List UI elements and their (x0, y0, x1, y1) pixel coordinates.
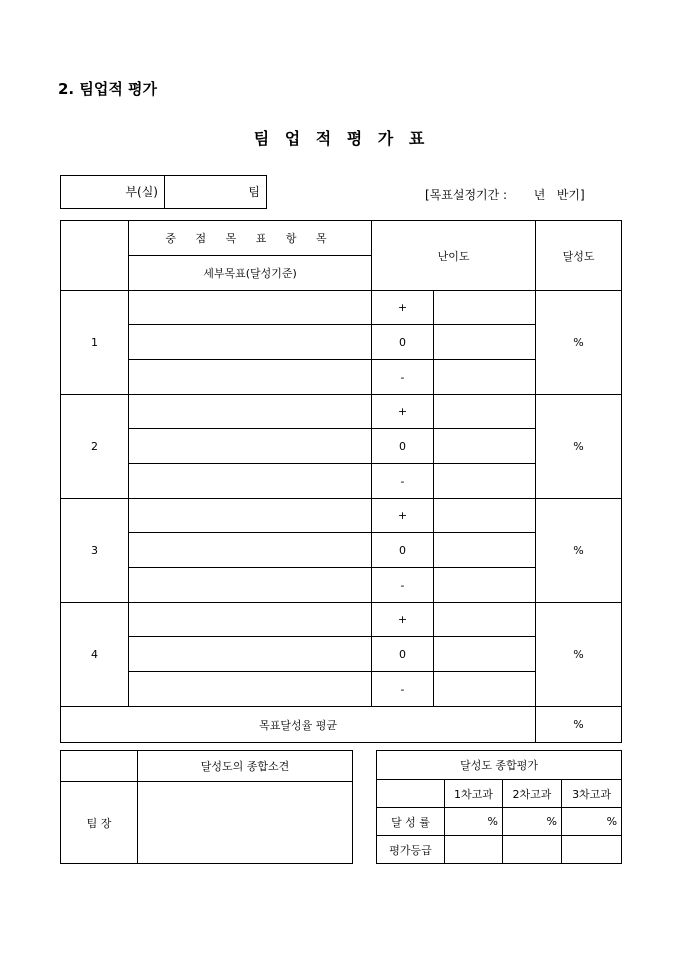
average-label: 목표달성율 평균 (61, 707, 536, 743)
achievement-percent: % (536, 499, 622, 603)
goal-cell[interactable] (129, 325, 372, 360)
rate-label: 달 성 률 (377, 808, 445, 836)
team-leader-label: 팀 장 (61, 782, 138, 864)
grade-label: 평가등급 (377, 836, 445, 864)
section-heading: 2. 팀업적 평가 (58, 80, 158, 98)
difficulty-input[interactable] (434, 291, 536, 325)
difficulty-input[interactable] (434, 429, 536, 464)
difficulty-level: + (372, 603, 434, 637)
department-label: 부(실) (61, 176, 165, 208)
goal-cell[interactable] (129, 360, 372, 395)
achievement-percent: % (536, 291, 622, 395)
difficulty-input[interactable] (434, 325, 536, 360)
difficulty-level: - (372, 568, 434, 603)
goal-cell[interactable] (129, 603, 372, 637)
department-box (60, 175, 267, 209)
grade-round-2[interactable] (503, 836, 562, 864)
difficulty-input[interactable] (434, 499, 536, 533)
difficulty-input[interactable] (434, 603, 536, 637)
opinion-input[interactable] (138, 782, 353, 864)
difficulty-level: - (372, 464, 434, 499)
difficulty-level: 0 (372, 429, 434, 464)
achievement-percent: % (536, 603, 622, 707)
difficulty-input[interactable] (434, 568, 536, 603)
difficulty-input[interactable] (434, 360, 536, 395)
team-label: 팀 (248, 185, 260, 199)
round-3-header: 3차고과 (562, 780, 622, 808)
opinion-header: 달성도의 종합소견 (138, 751, 353, 782)
goal-cell[interactable] (129, 637, 372, 672)
goal-cell[interactable] (129, 499, 372, 533)
average-percent: % (536, 707, 622, 743)
goal-cell[interactable] (129, 395, 372, 429)
row-number: 4 (61, 603, 129, 707)
overall-evaluation-table (376, 750, 622, 864)
goal-period-label: [목표설정기간 : 년 반기] (425, 188, 585, 202)
team-evaluation-table (60, 220, 622, 743)
difficulty-input[interactable] (434, 464, 536, 499)
row-number: 2 (61, 395, 129, 499)
header-difficulty: 난이도 (372, 221, 536, 291)
difficulty-level: + (372, 291, 434, 325)
difficulty-level: 0 (372, 637, 434, 672)
difficulty-input[interactable] (434, 395, 536, 429)
grade-round-1[interactable] (445, 836, 503, 864)
row-number: 1 (61, 291, 129, 395)
goal-cell[interactable] (129, 533, 372, 568)
grade-round-3[interactable] (562, 836, 622, 864)
difficulty-level: - (372, 360, 434, 395)
rate-round-3[interactable]: % (562, 808, 622, 836)
opinion-table (60, 750, 353, 864)
header-sub-goal: 세부목표(달성기준) (129, 256, 372, 291)
difficulty-level: 0 (372, 325, 434, 360)
difficulty-input[interactable] (434, 672, 536, 707)
goal-cell[interactable] (129, 672, 372, 707)
rate-round-1[interactable]: % (445, 808, 503, 836)
row-number: 3 (61, 499, 129, 603)
overall-header: 달성도 종합평가 (377, 751, 622, 780)
difficulty-level: - (372, 672, 434, 707)
rate-round-2[interactable]: % (503, 808, 562, 836)
goal-cell[interactable] (129, 568, 372, 603)
difficulty-input[interactable] (434, 637, 536, 672)
header-achievement: 달성도 (536, 221, 622, 291)
header-key-item: 중 점 목 표 항 목 (129, 221, 372, 256)
header-number-cell (61, 221, 129, 291)
goal-cell[interactable] (129, 464, 372, 499)
achievement-percent: % (536, 395, 622, 499)
overall-blank-cell (377, 780, 445, 808)
round-1-header: 1차고과 (445, 780, 503, 808)
round-2-header: 2차고과 (503, 780, 562, 808)
difficulty-level: + (372, 395, 434, 429)
difficulty-level: + (372, 499, 434, 533)
document-title: 팀 업 적 평 가 표 (253, 129, 427, 148)
goal-cell[interactable] (129, 429, 372, 464)
difficulty-level: 0 (372, 533, 434, 568)
difficulty-input[interactable] (434, 533, 536, 568)
opinion-blank-cell (61, 751, 138, 782)
goal-cell[interactable] (129, 291, 372, 325)
